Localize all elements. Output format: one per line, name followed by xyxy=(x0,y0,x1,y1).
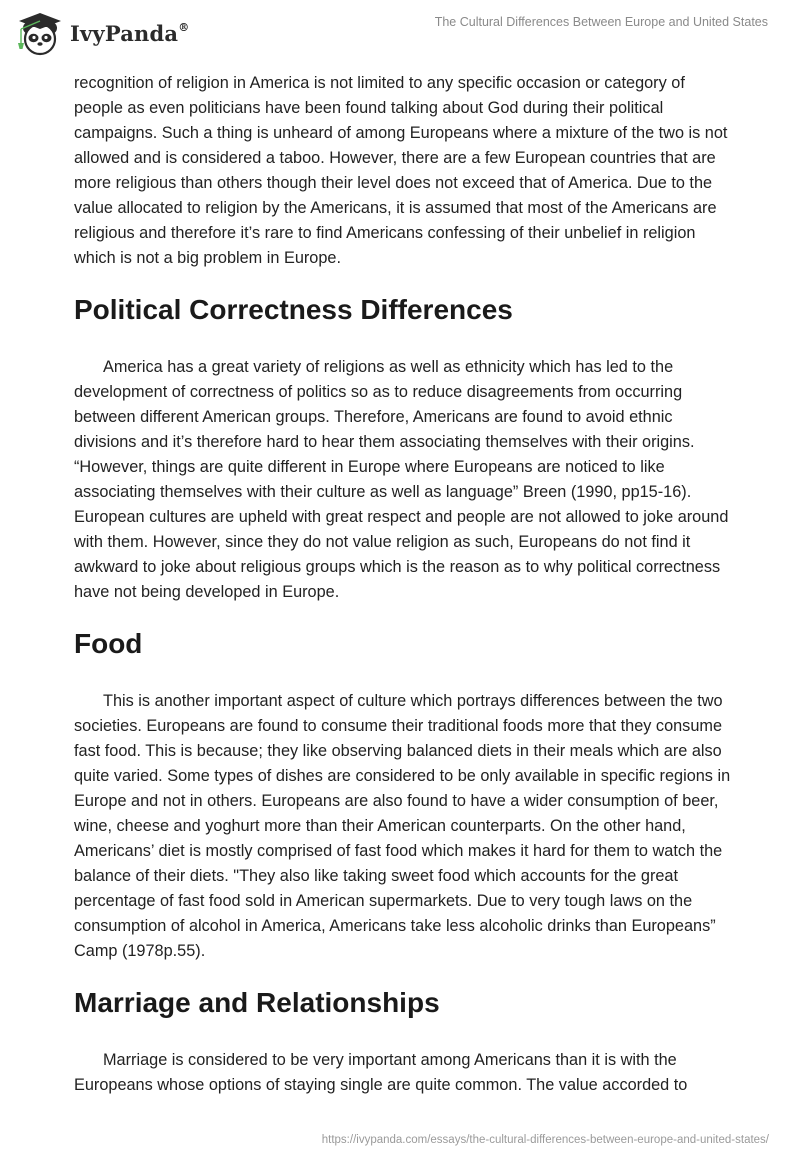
heading-marriage-relationships: Marriage and Relationships xyxy=(74,987,440,1018)
paragraph-food: This is another important aspect of culture which portrays differences between the two societies. Europeans are found to consume their traditional foods more that they consume fast food. This is because; they like observing balanced diets in their meals which are also quite varied. Some types of dishes are considered to be only available in specific regions in Europe and not in others. Europeans are also found to have a wider consumption of beer, wine, cheese and yoghurt more than their American counterparts. On the other hand, Americans’ diet is mostly comprised of fast food which makes it hard for them to watch the balance of their diets. "They also like taking sweet food which accounts for the great percentage of fast food sold in American supermarkets. Due to very tough laws on the consumption of alcohol in America, Americans take less alcoholic drinks than Europeans” Camp (1978p.55). xyxy=(74,692,731,960)
article-body xyxy=(74,71,734,1098)
footer-source-url[interactable]: https://ivypanda.com/essays/the-cultural-differences-between-europe-and-united-states/ xyxy=(321,1134,769,1146)
paragraph-religion-continued: recognition of religion in America is not limited to any specific occasion or category of people as even politicians have been found talking about God during their political campaigns. Such a thing is unheard of among Europeans where a mixture of the two is not allowed and is considered a taboo. However, there are a few European countries that are more religious than others though their level does not exceed that of America. Due to the value allocated to religion by the Americans, it is assumed that most of the Americans are religious and therefore it’s rare to find Americans confessing of their unbelief in religion which is not a big problem in Europe. xyxy=(74,74,728,267)
document-title: The Cultural Differences Between Europe and United States xyxy=(434,15,768,29)
heading-food: Food xyxy=(74,628,143,659)
paragraph-marriage: Marriage is considered to be very important among Americans than it is with the Europeans whose options of staying single are quite common. The value accorded to xyxy=(74,1051,688,1094)
heading-political-correctness: Political Correctness Differences xyxy=(74,294,513,325)
page-header xyxy=(0,0,800,72)
brand-name: IvyPanda® xyxy=(70,20,190,46)
paragraph-political-correctness: America has a great variety of religions as well as ethnicity which has led to the development of correctness of politics so as to reduce disagreements from occurring between different American groups. Therefore, Americans are found to avoid ethnic divisions and it’s therefore hard to hear them associating themselves with their origins. “However, things are quite different in Europe where Europeans are noticed to like associating themselves with their culture as well as language” Breen (1990, pp15-16). European cultures are upheld with great respect and people are not allowed to joke around with them. However, since they do not value religion as such, Europeans do not find it awkward to joke about religious groups which is the reason as to why political correctness have not being developed in Europe. xyxy=(74,358,729,601)
brand-logo[interactable] xyxy=(14,8,189,58)
panda-graduate-icon xyxy=(14,8,66,58)
